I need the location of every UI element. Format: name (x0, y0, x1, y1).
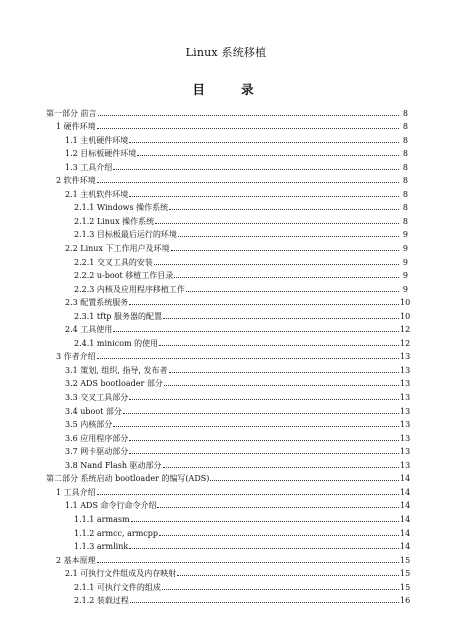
toc-leader-dots (171, 249, 400, 251)
toc-entry[interactable] (46, 443, 411, 457)
toc-entry-label: 2.2.3 内核及应用程序移植工作 (74, 284, 185, 294)
toc-page-number: 8 (402, 135, 408, 145)
toc-entry[interactable] (46, 470, 411, 484)
toc-page-number: 12 (400, 338, 411, 348)
toc-leader-dots (157, 506, 399, 508)
toc-leader-dots (129, 547, 399, 549)
toc-leader-dots (130, 601, 399, 603)
toc-leader-dots (129, 195, 399, 197)
toc-entry-label: 2.4.1 minicom 的使用 (74, 338, 159, 348)
toc-entry[interactable] (46, 416, 411, 430)
toc-leader-dots (97, 357, 399, 359)
toc-entry-label: 第二部分 系统启动 bootloader 的编写(ADS) (46, 474, 210, 484)
toc-page-number: 15 (400, 582, 411, 592)
toc-page-number: 13 (400, 393, 411, 403)
toc-entry-label: 3 作者介绍 (56, 352, 96, 362)
toc-entry[interactable] (46, 104, 408, 118)
toc-entry[interactable] (46, 253, 408, 267)
toc-leader-dots (163, 466, 399, 468)
toc-entry[interactable] (46, 538, 411, 552)
toc-entry[interactable] (46, 524, 411, 538)
toc-page-number: 9 (402, 284, 408, 294)
toc-entry[interactable] (46, 375, 411, 389)
toc-page-number: 13 (400, 379, 411, 389)
toc-page-number: 16 (400, 596, 411, 606)
toc-leader-dots (178, 235, 399, 237)
toc-entry-label: 3.2 ADS bootloader 部分 (65, 379, 163, 389)
toc-page-number: 14 (400, 474, 411, 484)
toc-leader-dots (159, 534, 399, 536)
toc-page-number: 9 (402, 257, 408, 267)
toc-entry-label: 2.3 配置系统服务 (65, 298, 129, 308)
toc-entry-label: 2.1.1 可执行文件的组成 (74, 582, 161, 592)
toc-entry[interactable] (46, 388, 411, 403)
toc-entry[interactable] (46, 551, 411, 565)
toc-page-number: 13 (400, 406, 411, 416)
toc-entry[interactable] (46, 239, 408, 253)
toc-page-number: 8 (402, 122, 408, 132)
toc-entry[interactable] (46, 483, 411, 497)
toc-page-number: 14 (400, 501, 411, 511)
toc-entry-label: 1.1 ADS 命令行命令介绍 (65, 501, 157, 511)
toc-entry[interactable] (46, 510, 411, 524)
toc-page-number: 8 (402, 189, 408, 199)
toc-leader-dots (163, 317, 399, 319)
toc-entry[interactable] (46, 497, 411, 511)
toc-entry[interactable] (46, 334, 411, 348)
toc-entry-label: 3.5 内核部分 (65, 420, 113, 430)
toc-page-number: 13 (400, 433, 411, 443)
toc-page-number: 13 (400, 447, 411, 457)
toc-leader-dots (98, 114, 399, 116)
toc-entry-label: 2.1 可执行文件组成及内存映射 (65, 569, 177, 579)
toc-leader-dots (97, 127, 399, 129)
toc-leader-dots (154, 263, 399, 265)
toc-heading-char-2: 录 (241, 82, 260, 97)
toc-entry-label: 3.4 uboot 部分 (65, 406, 122, 416)
toc-page-number: 15 (400, 555, 411, 565)
toc-leader-dots (113, 425, 399, 427)
toc-entry[interactable] (46, 456, 411, 470)
toc-leader-dots (129, 452, 399, 454)
toc-entry[interactable] (46, 307, 411, 321)
toc-entry-label: 1.1.2 armcc, armcpp (74, 528, 159, 538)
toc-entry-label: 1.2 目标板硬件环境 (65, 149, 137, 159)
toc-entry-label: 2.1 主机软件环境 (65, 189, 129, 199)
toc-page-number: 10 (400, 311, 411, 321)
toc-leader-dots (177, 574, 399, 576)
toc-entry-label: 3.1 策划, 组织, 指导, 发布者 (65, 365, 168, 375)
toc-entry[interactable] (46, 361, 411, 375)
toc-page-number: 13 (400, 460, 411, 470)
toc-page-number: 8 (402, 176, 408, 186)
toc-entry[interactable] (46, 280, 408, 294)
toc-leader-dots (169, 371, 399, 373)
toc-page-number: 14 (400, 514, 411, 524)
toc-leader-dots (131, 520, 399, 522)
toc-leader-dots (155, 222, 399, 224)
toc-page-number: 13 (400, 352, 411, 362)
toc-leader-dots (129, 141, 399, 143)
toc-leader-dots (162, 588, 399, 590)
toc-page-number: 13 (400, 365, 411, 375)
toc-entry[interactable] (46, 321, 411, 335)
toc-entry-label: 2.2.2 u-boot 移植工作目录 (74, 271, 174, 281)
toc-page-number: 14 (400, 528, 411, 538)
toc-entry-label: 1.1.3 armlink (74, 542, 129, 552)
toc-entry[interactable] (46, 402, 411, 416)
toc-leader-dots (97, 561, 399, 563)
toc-entry-label: 2.2 Linux 下工作用户及环境 (65, 244, 170, 254)
toc-leader-dots (129, 398, 399, 400)
toc-entry[interactable] (46, 172, 408, 186)
toc-entry[interactable] (46, 131, 408, 145)
toc-page-number: 9 (402, 230, 408, 240)
toc-page-number: 9 (402, 244, 408, 254)
toc-entry[interactable] (46, 348, 411, 362)
toc-entry-label: 2.1.1 Windows 操作系统 (74, 203, 169, 213)
toc-entry[interactable] (46, 226, 408, 240)
toc-page-number: 8 (402, 108, 408, 118)
toc-entry-label: 2.2.1 交叉工具的安装 (74, 257, 153, 267)
toc-page-number: 10 (400, 298, 411, 308)
toc-entry-label: 2.1.2 装载过程 (74, 596, 129, 606)
toc-leader-dots (113, 330, 399, 332)
toc-leader-dots (129, 439, 399, 441)
toc-page-number: 13 (400, 420, 411, 430)
toc-entry-label: 1.1 主机硬件环境 (65, 135, 129, 145)
toc-leader-dots (186, 290, 399, 292)
document-title: Linux 系统移植 (185, 46, 267, 59)
toc-entry-label: 1 硬件环境 (56, 122, 96, 132)
toc-entry-label: 1.1.1 armasm (74, 514, 130, 524)
toc-entry-label: 1.3 工具介绍 (65, 162, 113, 172)
toc-page-number: 8 (402, 203, 408, 213)
toc-entry-label: 2 基本原理 (56, 555, 96, 565)
toc-leader-dots (169, 208, 399, 210)
toc-entry-label: 3.8 Nand Flash 驱动部分 (65, 460, 162, 470)
toc-entry-label: 2.4 工具使用 (65, 325, 113, 335)
toc-entry-label: 3.3 交叉工具部分 (65, 393, 129, 403)
toc-page-number: 15 (400, 569, 411, 579)
toc-entry[interactable] (46, 158, 408, 172)
toc-page-number: 8 (402, 162, 408, 172)
toc-leader-dots (97, 493, 399, 495)
toc-leader-dots (129, 303, 399, 305)
toc-leader-dots (159, 344, 399, 346)
toc-entry-label: 2.3.1 tftp 服务器的配置 (74, 311, 162, 321)
toc-entry-label: 2 软件环境 (56, 176, 96, 186)
toc-entry[interactable] (46, 267, 408, 281)
toc-entry[interactable] (46, 578, 411, 592)
toc-entry[interactable] (46, 199, 408, 213)
toc-entry[interactable] (46, 118, 408, 132)
toc-entry[interactable] (46, 185, 408, 199)
toc-entry[interactable] (46, 592, 411, 606)
toc-leader-dots (113, 168, 399, 170)
toc-entry[interactable] (46, 294, 411, 308)
toc-entry[interactable] (46, 429, 411, 443)
toc-leader-dots (123, 412, 399, 414)
toc-leader-dots (137, 154, 399, 156)
toc-entry-label: 第一部分 前言 (46, 108, 97, 118)
toc-page-number: 14 (400, 487, 411, 497)
toc-entry[interactable] (46, 565, 411, 579)
toc-heading-char-1: 目 (192, 82, 211, 97)
toc-entry[interactable] (46, 212, 408, 226)
toc-leader-dots (210, 479, 399, 481)
toc-entry-label: 3.7 网卡驱动部分 (65, 447, 129, 457)
toc-page-number: 9 (402, 271, 408, 281)
toc-page-number: 14 (400, 542, 411, 552)
table-of-contents (46, 104, 411, 606)
toc-entry-label: 3.6 应用程序部分 (65, 433, 129, 443)
toc-entry-label: 2.1.3 目标板最后运行的环境 (74, 230, 177, 240)
toc-page-number: 8 (402, 216, 408, 226)
toc-leader-dots (97, 181, 399, 183)
toc-entry-label: 1 工具介绍 (56, 487, 96, 497)
toc-heading (0, 80, 452, 98)
toc-page-number: 12 (400, 325, 411, 335)
toc-leader-dots (174, 276, 399, 278)
toc-entry[interactable] (46, 145, 408, 159)
toc-leader-dots (164, 384, 399, 386)
toc-page-number: 8 (402, 149, 408, 159)
toc-entry-label: 2.1.2 Linux 操作系统 (74, 216, 155, 226)
